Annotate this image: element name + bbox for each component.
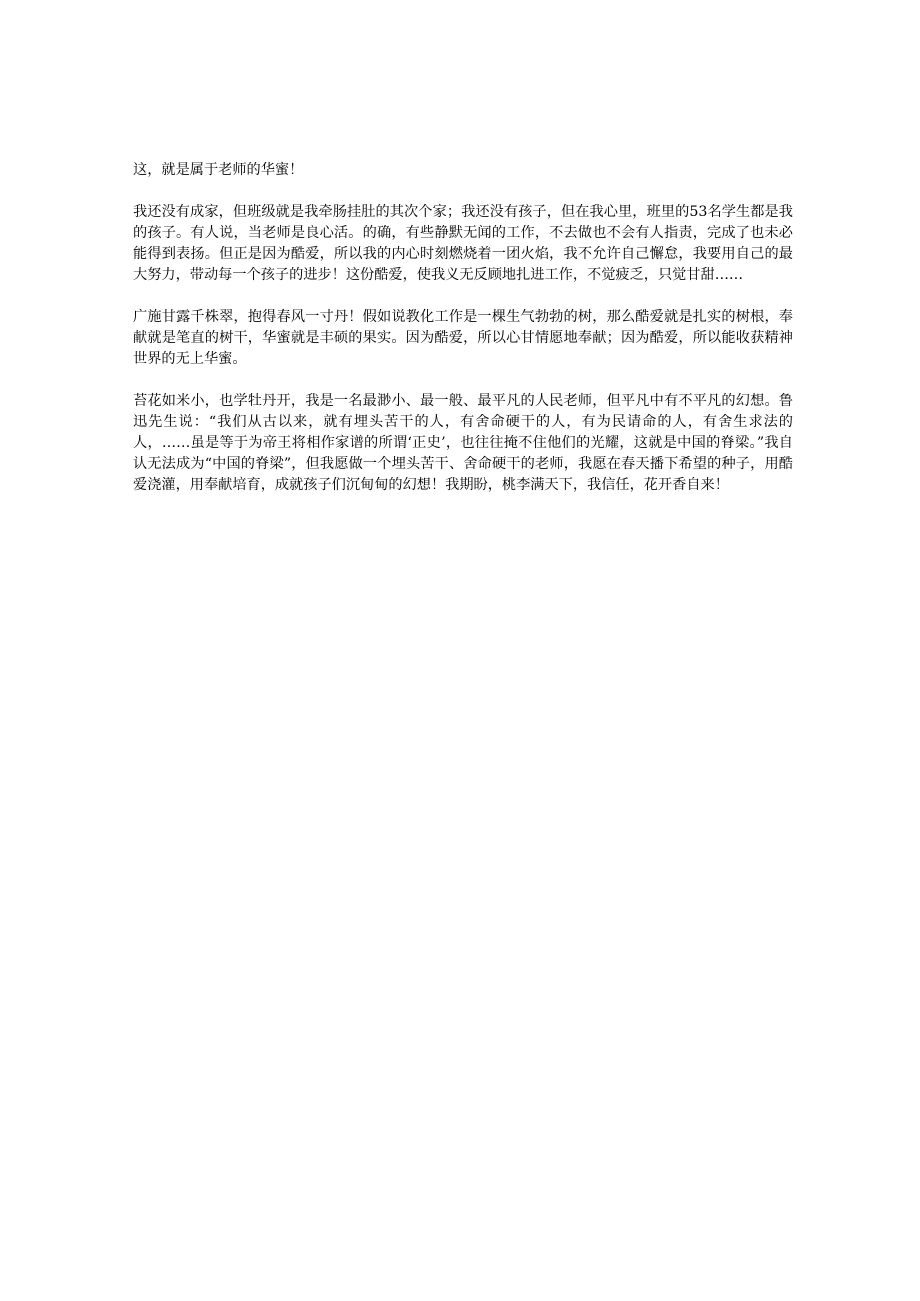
paragraph-closing-line: 这，就是属于老师的华蜜！: [133, 162, 304, 178]
paragraph-ordinary-teacher-dream: 苔花如米小，也学牡丹开，我是一名最渺小、最一般、最平凡的人民老师，但平凡中有不平凡的幻想。鲁迅先生说：“我们从古以来，就有埋头苦干的人，有舍命硬干的人，有为民请命的人，有舍生求法的人，……虽是等于为帝王将相作家谱的所谓‘正史’，也往往掩不住他们的光耀，这就是中国的脊梁。”我自认无法成为“中国的脊梁”，但我愿做一个埋头苦干、舍命硬干的老师，我愿在春天播下希望的种子，用酷爱浇灌，用奉献培育，成就孩子们沉甸甸的幻想！我期盼，桃李满天下，我信任，花开香自来！: [133, 393, 793, 493]
paragraph-class-as-family: 我还没有成家，但班级就是我牵肠挂肚的其次个家；我还没有孩子，但在我心里，班里的53名学生都是我的孩子。有人说，当老师是良心活。的确，有些静默无闻的工作，不去做也不会有人指责，完成了也未必能得到表扬。但正是因为酷爱，所以我的内心时刻燃烧着一团火焰，我不允许自己懈怠，我要用自己的最大努力，带动每一个孩子的进步！这份酷爱，使我义无反顾地扎进工作，不觉疲乏，只觉甘甜……: [133, 204, 793, 283]
document-body: [133, 160, 793, 517]
paragraph-love-and-dedication: 广施甘露千株翠，抱得春风一寸丹！假如说教化工作是一棵生气勃勃的树，那么酷爱就是扎实的树根，奉献就是笔直的树干，华蜜就是丰硕的果实。因为酷爱，所以心甘情愿地奉献；因为酷爱，所以能收获精神世界的无上华蜜。: [133, 309, 793, 367]
